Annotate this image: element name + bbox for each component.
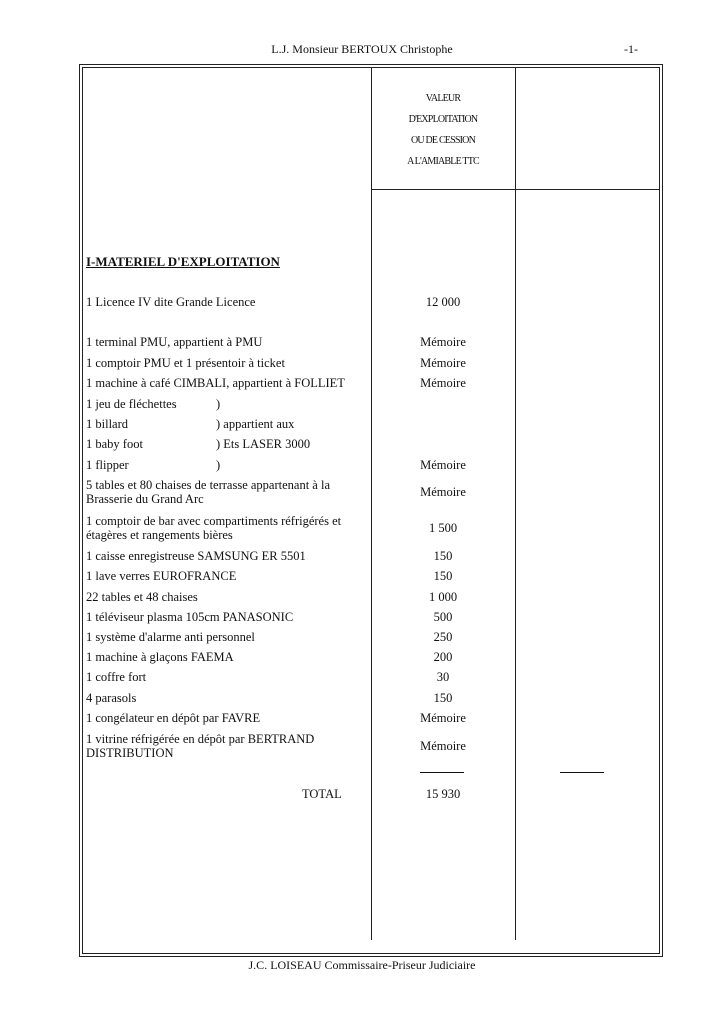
item-description: 1 jeu de fléchettes (86, 397, 177, 411)
item-description: 1 Licence IV dite Grande Licence (86, 295, 256, 309)
item-description: 1 téléviseur plasma 105cm PANASONIC (86, 610, 294, 624)
value-column-header (372, 88, 514, 172)
item-value: Mémoire (420, 335, 466, 349)
item-description: 1 système d'alarme anti personnel (86, 630, 255, 644)
item-value: 250 (433, 630, 453, 644)
section-title: I-MATERIEL D'EXPLOITATION (86, 254, 280, 269)
item-description: 1 lave verres EUROFRANCE (86, 569, 237, 583)
item-value: 30 (436, 670, 450, 684)
item-value: 1 500 (428, 521, 458, 535)
item-value: 150 (433, 691, 453, 705)
value-header-line: D'EXPLOITATION (408, 114, 478, 125)
item-description: 1 caisse enregistreuse SAMSUNG ER 5501 (86, 549, 306, 563)
item-value: Mémoire (420, 458, 466, 472)
item-description: 5 tables et 80 chaises de terrasse appartenant à la Brasserie du Grand Arc (86, 478, 330, 506)
value-header-line: A L'AMIABLE TTC (407, 156, 479, 167)
item-value: Mémoire (420, 711, 466, 725)
column-divider-right (515, 67, 516, 940)
item-value: 200 (433, 650, 453, 664)
item-description: 4 parasols (86, 691, 137, 705)
total-rule-value-column (420, 772, 464, 773)
column-divider-left (371, 67, 372, 940)
value-header-line: VALEUR (425, 93, 461, 104)
item-description: 1 coffre fort (86, 670, 147, 684)
item-value: 150 (433, 569, 453, 583)
item-bracket-note: ) appartient aux (216, 417, 295, 431)
item-value: Mémoire (420, 485, 466, 499)
item-description: 1 vitrine réfrigérée en dépôt par BERTRAND DISTRIBUTION (86, 732, 315, 760)
item-bracket-note: ) Ets LASER 3000 (216, 437, 311, 451)
item-bracket-note: ) (216, 458, 221, 472)
item-description: 1 comptoir de bar avec compartiments réfrigérés et étagères et rangements bières (86, 514, 342, 542)
item-description: 1 congélateur en dépôt par FAVRE (86, 711, 261, 725)
item-description: 1 comptoir PMU et 1 présentoir à ticket (86, 356, 285, 370)
item-description: 1 terminal PMU, appartient à PMU (86, 335, 263, 349)
item-description: 1 machine à café CIMBALI, appartient à FOLLIET (86, 376, 345, 390)
item-bracket-note: ) (216, 397, 221, 411)
page-number: -1- (624, 42, 638, 56)
total-rule-right-column (560, 772, 604, 773)
total-value: 15 930 (425, 787, 461, 801)
item-description: 22 tables et 48 chaises (86, 590, 198, 604)
item-value: 150 (433, 549, 453, 563)
page-header-title: L.J. Monsieur BERTOUX Christophe (271, 42, 453, 56)
item-description: 1 flipper (86, 458, 129, 472)
value-header-line: OU DE CESSION (410, 135, 476, 146)
item-value: Mémoire (420, 356, 466, 370)
header-row-divider (371, 189, 660, 190)
item-value: Mémoire (420, 376, 466, 390)
item-value: 500 (433, 610, 453, 624)
item-value: 1 000 (428, 590, 458, 604)
item-description: 1 billard (86, 417, 129, 431)
item-value: Mémoire (420, 739, 466, 753)
page-footer: J.C. LOISEAU Commissaire-Priseur Judiciaire (248, 958, 476, 972)
item-description: 1 baby foot (86, 437, 143, 451)
total-label: TOTAL (302, 787, 342, 801)
item-description: 1 machine à glaçons FAEMA (86, 650, 234, 664)
item-value: 12 000 (425, 295, 461, 309)
